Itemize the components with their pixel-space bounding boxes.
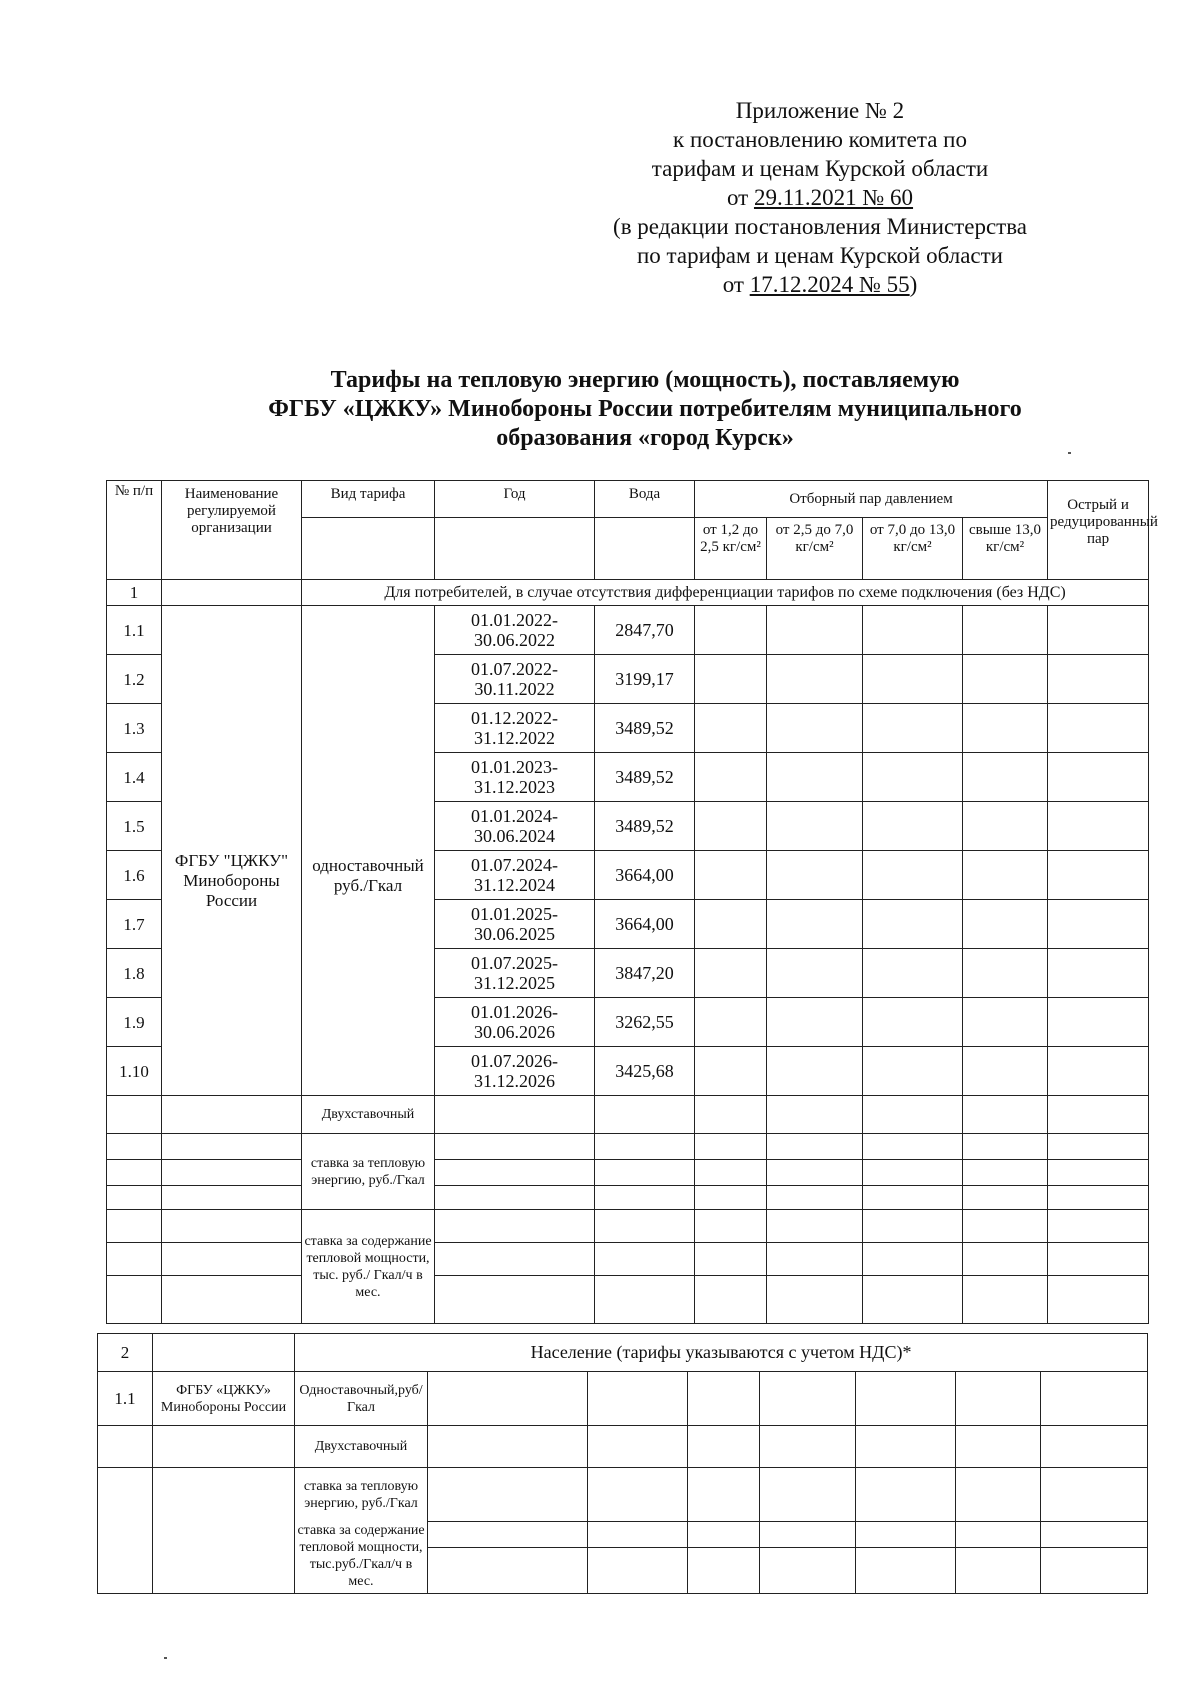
header-blank: [302, 518, 435, 580]
row-num: 1.2: [107, 655, 162, 704]
title-line: ФГБУ «ЦЖКУ» Минобороны России потребителям муниципального: [268, 396, 1022, 422]
tariff-table: [106, 480, 1158, 1324]
heat-rate: ставка за тепловую энергию, руб./Гкал: [302, 1134, 435, 1210]
row-num: 1.1: [98, 1372, 153, 1426]
row-num: 1.8: [107, 949, 162, 998]
appendix-prefix: от: [726, 185, 754, 210]
row-num: 1.3: [107, 704, 162, 753]
appendix-line: по тарифам и ценам Курской области: [637, 243, 1003, 268]
water-value: 3489,52: [595, 704, 695, 753]
appendix-suffix: ): [909, 272, 918, 297]
section-1-label: Для потребителей, в случае отсутствия дифференциации тарифов по схеме подключения (без НДС): [302, 580, 1149, 606]
document-title: [100, 366, 1190, 453]
scan-speck: [1068, 452, 1071, 454]
one-part-tariff: Одноставочный,руб/Гкал: [295, 1372, 428, 1426]
appendix-line: [560, 270, 1080, 299]
org-name: ФГБУ «ЦЖКУ» Минобороны России: [153, 1372, 295, 1426]
period: 01.07.2024-31.12.2024: [435, 851, 595, 900]
row-num: 1.4: [107, 753, 162, 802]
appendix-line: Приложение № 2: [735, 98, 905, 123]
water-value: 3664,00: [595, 851, 695, 900]
header-num: № п/п: [107, 481, 162, 580]
header-steam-group: Отборный пар давлением: [695, 481, 1048, 518]
header-steam-2: от 2,5 до 7,0 кг/см²: [767, 518, 863, 580]
section-2-label: Население (тарифы указываются с учетом НДС)*: [295, 1334, 1148, 1372]
appendix-line: к постановлению комитета по: [673, 127, 967, 152]
appendix-line: (в редакции постановления Министерства: [613, 214, 1027, 239]
capacity-rate: ставка за содержание тепловой мощности, тыс. руб./ Гкал/ч в мес.: [302, 1210, 435, 1324]
header-year: Год: [435, 481, 595, 518]
header-steam-3: от 7,0 до 13,0 кг/см²: [863, 518, 963, 580]
appendix-line: тарифам и ценам Курской области: [651, 156, 989, 181]
cell-blank: [162, 580, 302, 606]
row-num: 1.5: [107, 802, 162, 851]
resolution-ref: 29.11.2021 № 60: [753, 185, 914, 210]
period: 01.07.2022-30.11.2022: [435, 655, 595, 704]
header-blank: [435, 518, 595, 580]
header-org: Наименование регулируемой организации: [162, 481, 302, 580]
period: 01.01.2026-30.06.2026: [435, 998, 595, 1047]
period: 01.07.2026-31.12.2026: [435, 1047, 595, 1096]
two-part-tariff: Двухставочный: [302, 1096, 435, 1134]
population-table: [97, 1333, 1148, 1594]
period: 01.01.2023-31.12.2023: [435, 753, 595, 802]
section-2-num: 2: [98, 1334, 153, 1372]
title-line: Тарифы на тепловую энергию (мощность), поставляемую: [330, 367, 960, 393]
water-value: 3489,52: [595, 802, 695, 851]
header-steam-4: свыше 13,0 кг/см²: [963, 518, 1048, 580]
cell-blank: [153, 1334, 295, 1372]
period: 01.07.2025-31.12.2025: [435, 949, 595, 998]
water-value: 3664,00: [595, 900, 695, 949]
period: 01.01.2025-30.06.2025: [435, 900, 595, 949]
period: 01.12.2022-31.12.2022: [435, 704, 595, 753]
section-1-num: 1: [107, 580, 162, 606]
capacity-rate: ставка за содержание тепловой мощности, тыс.руб./Гкал/ч в мес.: [295, 1522, 428, 1594]
header-water: Вода: [595, 481, 695, 518]
period: 01.01.2022-30.06.2022: [435, 606, 595, 655]
heat-rate: ставка за тепловую энергию, руб./Гкал: [295, 1468, 428, 1522]
water-value: 3199,17: [595, 655, 695, 704]
water-value: 2847,70: [595, 606, 695, 655]
header-tariff-type: Вид тарифа: [302, 481, 435, 518]
row-num: 1.9: [107, 998, 162, 1047]
scan-speck: [164, 1657, 167, 1659]
title-line: образования «город Курск»: [496, 425, 794, 451]
two-part-tariff: Двухставочный: [295, 1426, 428, 1468]
tariff-type: одноставочный руб./Гкал: [302, 606, 435, 1096]
water-value: 3425,68: [595, 1047, 695, 1096]
row-num: 1.7: [107, 900, 162, 949]
header-blank: [595, 518, 695, 580]
water-value: 3489,52: [595, 753, 695, 802]
row-num: 1.10: [107, 1047, 162, 1096]
water-value: 3847,20: [595, 949, 695, 998]
header-sharp-steam: Острый и редуцированный пар: [1048, 481, 1149, 580]
row-num: 1.1: [107, 606, 162, 655]
water-value: 3262,55: [595, 998, 695, 1047]
appendix-line: [560, 183, 1080, 212]
row-num: 1.6: [107, 851, 162, 900]
org-name: ФГБУ "ЦЖКУ" Минобороны России: [162, 606, 302, 1096]
header-steam-1: от 1,2 до 2,5 кг/см²: [695, 518, 767, 580]
amendment-ref: 17.12.2024 № 55: [749, 272, 910, 297]
period: 01.01.2024-30.06.2024: [435, 802, 595, 851]
appendix-block: [560, 96, 1080, 299]
appendix-prefix: от: [722, 272, 750, 297]
